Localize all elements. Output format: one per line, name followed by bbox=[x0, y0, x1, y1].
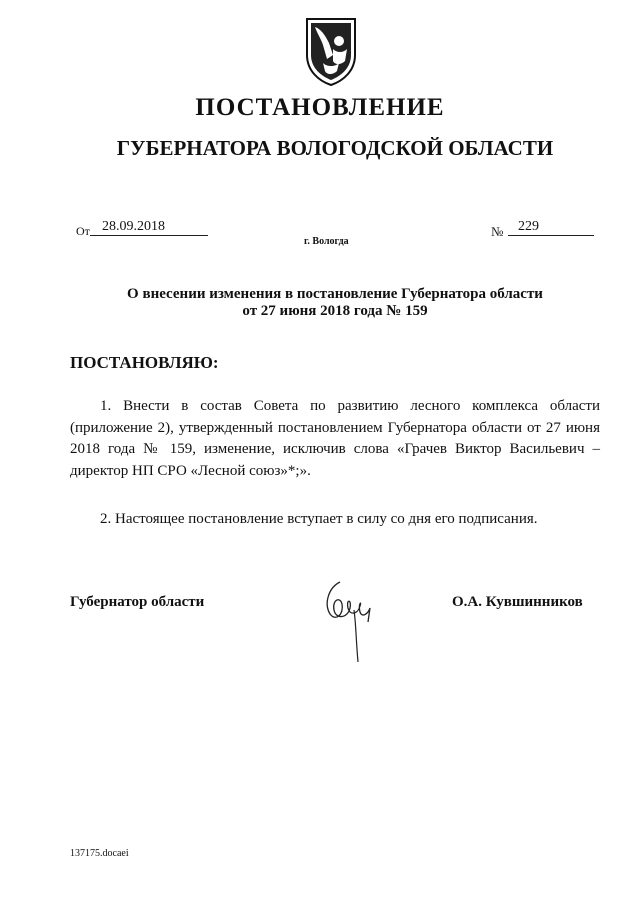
document-subject bbox=[80, 286, 590, 320]
coat-of-arms-icon bbox=[303, 15, 359, 87]
document-code: 137175.docaei bbox=[70, 848, 129, 859]
paragraph-2: 2. Настоящее постановление вступает в силу со дня его подписания. bbox=[100, 511, 538, 527]
date-value: 28.09.2018 bbox=[90, 218, 208, 236]
subject-line-2: от 27 июня 2018 года № 159 bbox=[242, 303, 428, 319]
signatory-name: О.А. Кувшинников bbox=[452, 594, 583, 610]
decree-heading: ПОСТАНОВЛЯЮ: bbox=[70, 353, 219, 372]
document-title: ПОСТАНОВЛЕНИЕ bbox=[195, 94, 445, 121]
paragraph-1: 1. Внести в состав Совета по развитию лесного комплекса области (приложение 2), утвержденный постановлением Губернатора области от 27 июня 2018 года № 159, изменение, исключив слова «Грачев Виктор Васильевич – директор НП СРО «Лесной союз»*;». bbox=[70, 398, 600, 480]
signatory-position: Губернатор области bbox=[70, 594, 205, 610]
number-value: 229 bbox=[508, 218, 594, 236]
date-label: От bbox=[76, 224, 90, 238]
document-subtitle: ГУБЕРНАТОРА ВОЛОГОДСКОЙ ОБЛАСТИ bbox=[116, 136, 554, 160]
handwritten-signature bbox=[318, 574, 378, 666]
city-label: г. Вологда bbox=[304, 236, 349, 247]
subject-line-1: О внесении изменения в постановление Губернатора области bbox=[127, 286, 543, 302]
number-label: № bbox=[491, 224, 504, 239]
